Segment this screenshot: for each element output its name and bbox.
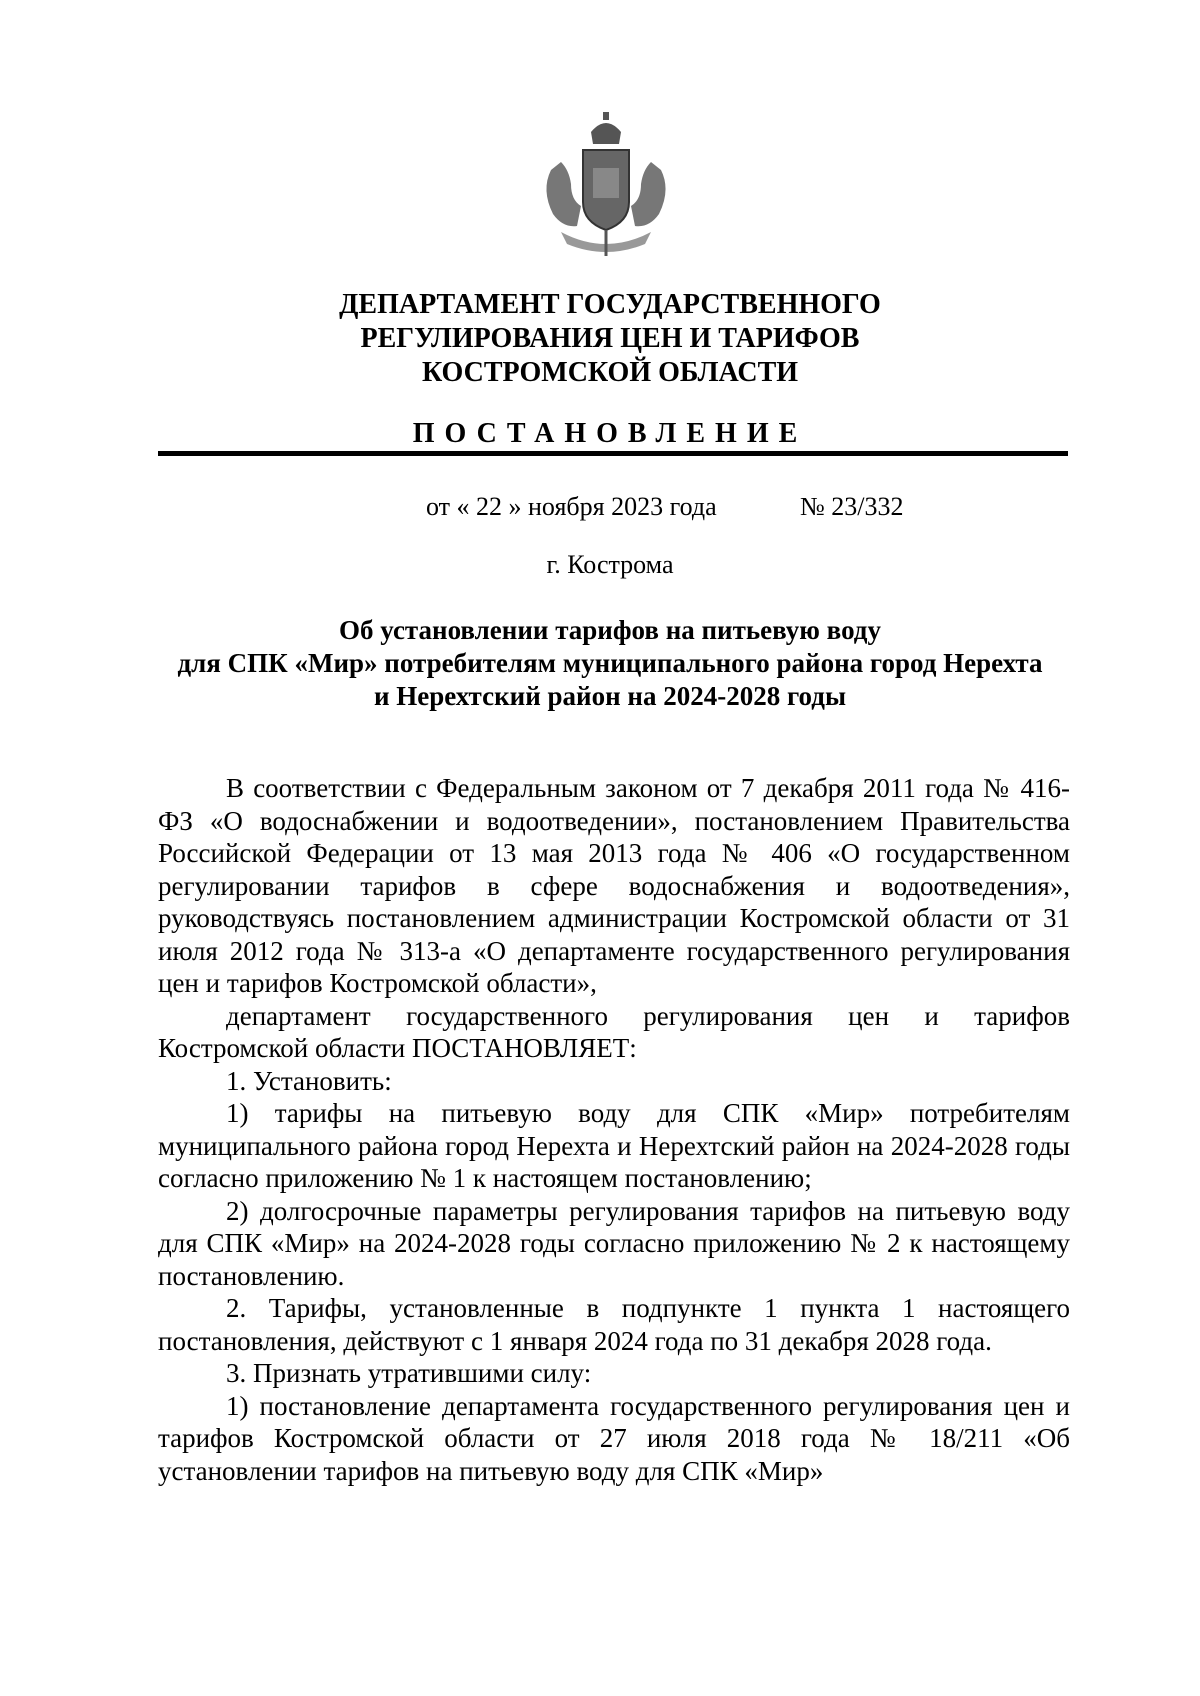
department-name (150, 288, 1070, 390)
department-line: РЕГУЛИРОВАНИЯ ЦЕН И ТАРИФОВ (360, 323, 860, 354)
body-paragraph: В соответствии с Федеральным законом от 7 декабря 2011 года № 416-ФЗ «О водоснабжении и водоотведении», постановлением Правительства Российской Федерации от 13 мая 2013 года № 406 «О государственном регулировании тарифов в сфере водоснабжения и водоотведения», руководствуясь постановлением администрации Костромской области от 31 июля 2012 года № 313-а «О департаменте государственного регулирования цен и тарифов Костромской области», (158, 773, 1070, 998)
document-number: № 23/332 (800, 492, 904, 521)
body-paragraph: департамент государственного регулирования цен и тарифов Костромской области ПОСТАНОВЛЯЕТ: (158, 1000, 1070, 1063)
body-paragraph: 2. Тарифы, установленные в подпункте 1 пункта 1 настоящего постановления, действуют с 1 января 2024 года по 31 декабря 2028 года. (158, 1293, 1070, 1356)
body-paragraph: 1. Установить: (226, 1065, 392, 1096)
body-paragraph: 1) постановление департамента государственного регулирования цен и тарифов Костромской области от 27 июля 2018 года № 18/211 «Об установлении тарифов на питьевую воду для СПК «Мир» (158, 1390, 1070, 1486)
subject-line: Об установлении тарифов на питьевую воду (339, 615, 881, 645)
body-paragraph: 2) долгосрочные параметры регулирования тарифов на питьевую воду для СПК «Мир» на 2024-2028 годы согласно приложению № 2 к настоящему постановлению. (158, 1195, 1070, 1291)
body-paragraph: 3. Признать утратившими силу: (226, 1358, 592, 1388)
document-city: г. Кострома (546, 550, 674, 579)
header-rule (158, 451, 1068, 456)
department-line: КОСТРОМСКОЙ ОБЛАСТИ (421, 357, 799, 388)
coat-of-arms-icon (531, 110, 681, 260)
document-subject (150, 614, 1070, 713)
department-line: ДЕПАРТАМЕНТ ГОСУДАРСТВЕННОГО (339, 289, 881, 320)
body-paragraph: 1) тарифы на питьевую воду для СПК «Мир» потребителям муниципального района город Нерехта и Нерехтский район на 2024-2028 годы согласно приложению № 1 к настоящем постановлению; (158, 1098, 1070, 1193)
subject-line: и Нерехтский район на 2024-2028 годы (373, 681, 847, 711)
document-date: от « 22 » ноября 2023 года (426, 492, 717, 521)
document-type-title: ПОСТАНОВЛЕНИЕ (412, 418, 808, 449)
document-body (158, 772, 1070, 1487)
subject-line: для СПК «Мир» потребителям муниципального района город Нерехта (177, 648, 1043, 678)
